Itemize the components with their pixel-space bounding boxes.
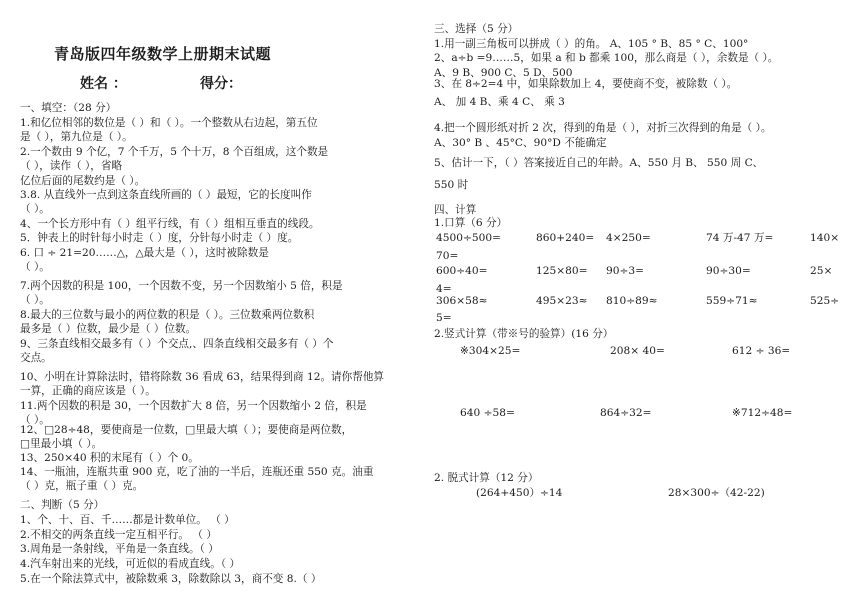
left-lines-31: 4.汽车射出来的光线，可近似的看成直线。（ ）: [20, 558, 241, 570]
oral-item: 4×250=: [606, 232, 651, 244]
left-lines-32: 5.在一个除法算式中，被除数乘 3，除数除以 3，商不变 8.（ ）: [20, 573, 322, 585]
oral-item: 4=: [436, 283, 452, 295]
left-lines-19: 一算，正确的商应该是（ ）。: [20, 385, 156, 397]
oral-item: 525÷: [810, 295, 840, 307]
vertical-item: 208× 40=: [610, 345, 665, 357]
left-lines-17: 交点。: [20, 352, 52, 364]
oral-item: 810÷89≈: [606, 295, 658, 307]
right-lines-13: 2. 脱式计算（12 分）: [434, 472, 539, 484]
left-lines-29: 2.不相交的两条直线一定互相平行。 （ ）: [20, 529, 217, 541]
left-lines-24: 13、250×40 积的末尾有（ ）个 0。: [20, 452, 199, 464]
left-lines-28: 1、个、十、百、千……都是计数单位。 （ ）: [20, 514, 235, 526]
right-lines-2: 2、a÷b =9……5，如果 a 和 b 都乘 100，那么商是（ ），余数是（ ）。: [434, 52, 779, 64]
vertical-item: 864÷32=: [600, 407, 652, 419]
vertical-item: ※712÷48=: [732, 407, 793, 419]
left-lines-3: 2.一个数由 9 个亿，7 个千万，5 个十万，8 个百组成，这个数是: [20, 146, 329, 158]
oral-item: 70=: [436, 250, 459, 262]
oral-item: 140×: [810, 232, 840, 244]
right-lines-12: 2.竖式计算（带※号的验算）(16 分）: [434, 328, 614, 340]
left-lines-25: 14、一瓶油，连瓶共重 900 克，吃了油的一半后，连瓶还重 550 克。油重: [20, 466, 374, 478]
vertical-item: ※304×25=: [460, 345, 521, 357]
oral-item: 125×80=: [536, 265, 588, 277]
right-lines-7: A、30° B 、45°C、90°D 不能确定: [434, 137, 607, 149]
stepwise-item: 28×300÷（42-22): [668, 487, 765, 499]
left-lines-10: 6. 口 ÷ 21=20……△，△最大是（ ），这时被除数是: [20, 247, 269, 259]
vertical-item: 640 ÷58=: [460, 407, 515, 419]
left-lines-30: 3.周角是一条射线，平角是一条直线。（ ）: [20, 543, 219, 555]
oral-item: 90÷30=: [706, 265, 751, 277]
right-lines-8: 5、估计一下，（ ）答案接近自己的年龄。A、550 月 B、 550 周 C、: [434, 157, 764, 169]
right-lines-1: 1.用一副三角板可以拼成（ ）的角。 A、105 ° B、85 ° C、100°: [434, 38, 749, 50]
left-lines-13: （ ）。: [20, 294, 50, 306]
oral-item: 559÷71≈: [706, 295, 758, 307]
left-lines-4: （ ），读作（ ），省略: [20, 160, 123, 172]
oral-item: 5=: [436, 312, 452, 324]
oral-item: 90÷3=: [606, 265, 644, 277]
stepwise-item: (264+450）÷14: [476, 487, 563, 499]
left-lines-7: （ ）。: [20, 203, 50, 215]
left-lines-22: 12、□28÷48，要使商是一位数，□里最大填（ ）；要使商是两位数，: [20, 424, 353, 436]
oral-item: 74 万-47 万=: [706, 232, 774, 244]
right-lines-5: A、 加 4 B、乘 4 C、 乘 3: [434, 96, 565, 108]
left-lines-21: （ ）。: [20, 414, 50, 426]
right-lines-3: A、9 B、900 C、5 D、500: [434, 67, 573, 79]
left-lines-18: 10、小明在计算除法时，错将除数 36 看成 63，结果得到商 12。请你帮他算: [20, 371, 385, 383]
right-lines-11: 1.口算（6 分）: [434, 217, 508, 229]
left-lines-16: 9、三条直线相交最多有（ ）个交点,、四条直线相交最多有（ ）个: [20, 338, 334, 350]
oral-item: 25×: [810, 265, 833, 277]
left-lines-6: 3.8. 从直线外一点到这条直线所画的（ ）最短，它的长度叫作: [20, 189, 312, 201]
left-lines-9: 5．钟表上的时针每小时走（ ）度，分针每小时走（ ）度。: [20, 232, 299, 244]
vertical-item: 612 ÷ 36=: [732, 345, 791, 357]
left-lines-2: 是（ ），第九位是（ ）。: [20, 131, 133, 143]
left-lines-11: （ ）。: [20, 261, 50, 273]
oral-item: 4500÷500=: [436, 232, 501, 244]
left-lines-20: 11.两个因数的积是 30，一个因数扩大 8 倍，另一个因数缩小 2 倍，积是: [20, 400, 367, 412]
left-lines-27: 二、判断（5 分）: [20, 499, 105, 511]
right-lines-9: 550 时: [434, 179, 469, 191]
score-label: 得分：: [200, 76, 242, 92]
right-lines-4: 3、在 8÷2=4 中，如果除数加上 4，要使商不变，被除数（ ）。: [434, 78, 738, 90]
left-lines-23: □里最小填（ ）。: [20, 438, 103, 450]
name-label: 姓名 ：: [80, 76, 127, 92]
right-lines-0: 三、选择（5 分）: [434, 23, 519, 35]
left-lines-14: 8.最大的三位数与最小的两位数的积是（ ）。三位数乘两位数积: [20, 309, 315, 321]
left-lines-1: 1.和亿位相邻的数位是（ ）和（ ）。一个整数从右边起，第五位: [20, 117, 318, 129]
oral-item: 860+240=: [536, 232, 595, 244]
left-lines-12: 7.两个因数的积是 100，一个因数不变，另一个因数缩小 5 倍，积是: [20, 280, 343, 292]
right-lines-10: 四、计算: [434, 204, 477, 216]
left-lines-26: （ ）克，瓶子重（ ）克。: [20, 480, 144, 492]
left-lines-8: 4、一个长方形中有（ ）组平行线，有（ ）组相互垂直的线段。: [20, 218, 320, 230]
left-lines-15: 最多是（ ）位数，最少是（ ）位数。: [20, 323, 197, 335]
page-title: 青岛版四年级数学上册期末试题: [54, 45, 272, 63]
oral-item: 306×58≈: [436, 295, 488, 307]
left-lines-5: 亿位后面的尾数约是（ ）。: [20, 175, 146, 187]
left-lines-0: 一、填空：（28 分）: [20, 102, 117, 114]
right-lines-6: 4.把一个圆形纸对折 2 次，得到的角是（ ），对折三次得到的角是（ ）。: [434, 122, 772, 134]
oral-item: 600÷40=: [436, 265, 488, 277]
oral-item: 495×23≈: [536, 295, 588, 307]
